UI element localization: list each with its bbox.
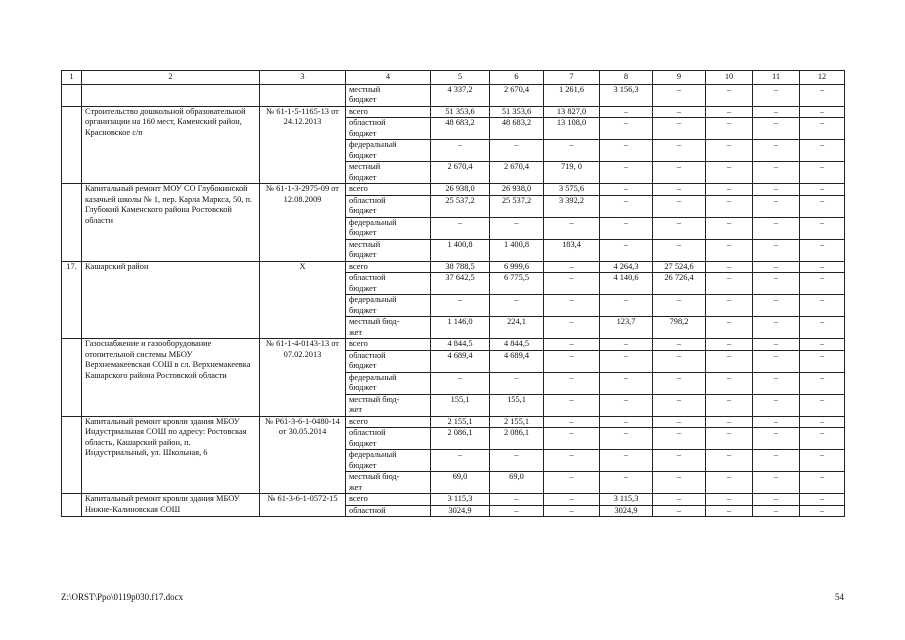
amount-cell: 38 788,5: [431, 261, 490, 273]
column-header: 7: [544, 71, 600, 85]
amount-cell: –: [600, 450, 653, 472]
column-header: 10: [706, 71, 753, 85]
amount-cell: 3 392,2: [544, 195, 600, 217]
amount-cell: –: [544, 261, 600, 273]
amount-cell: –: [490, 295, 544, 317]
amount-cell: –: [753, 217, 800, 239]
amount-cell: –: [600, 195, 653, 217]
amount-cell: 13 827,0: [544, 106, 600, 118]
amount-cell: –: [706, 505, 753, 517]
budget-type: местный бюд- жет: [346, 394, 431, 416]
amount-cell: –: [431, 450, 490, 472]
amount-cell: 6 999,6: [490, 261, 544, 273]
amount-cell: 26 938,0: [431, 184, 490, 196]
amount-cell: 13 108,0: [544, 118, 600, 140]
object-name: Капитальный ремонт МОУ СО Глубокинской казачьей школы № 1, пер. Карла Маркса, 50, п. Глубокий Каменского района Ростовской области: [82, 184, 260, 262]
amount-cell: –: [753, 416, 800, 428]
amount-cell: 2 670,4: [490, 162, 544, 184]
amount-cell: –: [800, 428, 845, 450]
amount-cell: –: [544, 505, 600, 517]
budget-type: федеральный бюджет: [346, 140, 431, 162]
amount-cell: –: [800, 118, 845, 140]
amount-cell: –: [753, 261, 800, 273]
amount-cell: –: [600, 394, 653, 416]
amount-cell: –: [544, 372, 600, 394]
amount-cell: –: [653, 339, 706, 351]
amount-cell: –: [706, 350, 753, 372]
amount-cell: –: [800, 273, 845, 295]
amount-cell: –: [653, 195, 706, 217]
amount-cell: 3 115,3: [431, 494, 490, 506]
amount-cell: 51 353,6: [431, 106, 490, 118]
amount-cell: –: [800, 184, 845, 196]
amount-cell: 4 689,4: [431, 350, 490, 372]
amount-cell: –: [706, 195, 753, 217]
amount-cell: –: [653, 184, 706, 196]
amount-cell: 48 683,2: [490, 118, 544, 140]
amount-cell: –: [800, 350, 845, 372]
budget-type: федеральный бюджет: [346, 372, 431, 394]
amount-cell: 4 140,6: [600, 273, 653, 295]
budget-type: федеральный бюджет: [346, 217, 431, 239]
amount-cell: –: [544, 394, 600, 416]
budget-type: местный бюд- жет: [346, 472, 431, 494]
amount-cell: –: [600, 140, 653, 162]
budget-type: местный бюджет: [346, 162, 431, 184]
amount-cell: –: [800, 140, 845, 162]
amount-cell: 3 575,6: [544, 184, 600, 196]
amount-cell: –: [753, 106, 800, 118]
column-header: 5: [431, 71, 490, 85]
amount-cell: 2 155,1: [431, 416, 490, 428]
budget-type: местный бюджет: [346, 84, 431, 106]
column-header: 2: [82, 71, 260, 85]
amount-cell: –: [600, 416, 653, 428]
amount-cell: –: [800, 450, 845, 472]
budget-type: всего: [346, 184, 431, 196]
amount-cell: 3024,9: [431, 505, 490, 517]
amount-cell: –: [800, 494, 845, 506]
amount-cell: 123,7: [600, 317, 653, 339]
column-header: 4: [346, 71, 431, 85]
budget-type: федеральный бюджет: [346, 450, 431, 472]
amount-cell: –: [706, 494, 753, 506]
amount-cell: –: [706, 472, 753, 494]
amount-cell: –: [431, 140, 490, 162]
header-row: [62, 71, 845, 85]
amount-cell: –: [706, 106, 753, 118]
amount-cell: –: [653, 295, 706, 317]
table-row: [62, 416, 845, 428]
amount-cell: –: [653, 472, 706, 494]
amount-cell: –: [753, 295, 800, 317]
budget-type: областной бюджет: [346, 195, 431, 217]
amount-cell: –: [706, 450, 753, 472]
amount-cell: –: [544, 317, 600, 339]
amount-cell: –: [753, 317, 800, 339]
amount-cell: –: [600, 239, 653, 261]
row-number: [62, 84, 82, 106]
page-number: 54: [835, 592, 844, 602]
amount-cell: 4 844,5: [490, 339, 544, 351]
amount-cell: –: [706, 184, 753, 196]
amount-cell: –: [600, 118, 653, 140]
amount-cell: 25 537,2: [431, 195, 490, 217]
amount-cell: –: [800, 295, 845, 317]
amount-cell: –: [706, 239, 753, 261]
amount-cell: –: [490, 450, 544, 472]
amount-cell: –: [800, 261, 845, 273]
amount-cell: –: [706, 118, 753, 140]
amount-cell: 69,0: [490, 472, 544, 494]
amount-cell: 37 642,5: [431, 273, 490, 295]
amount-cell: 51 353,6: [490, 106, 544, 118]
table-row: [62, 339, 845, 351]
budget-type: местный бюд- жет: [346, 317, 431, 339]
amount-cell: –: [706, 428, 753, 450]
row-number: [62, 339, 82, 417]
amount-cell: –: [490, 217, 544, 239]
amount-cell: –: [600, 372, 653, 394]
column-header: 9: [653, 71, 706, 85]
object-name: Строительство дошкольной образовательной организации на 160 мест, Каменский район, Красновское с/п: [82, 106, 260, 184]
amount-cell: –: [753, 472, 800, 494]
amount-cell: –: [800, 239, 845, 261]
amount-cell: –: [653, 239, 706, 261]
amount-cell: –: [653, 118, 706, 140]
row-number: 17.: [62, 261, 82, 339]
amount-cell: –: [653, 505, 706, 517]
amount-cell: –: [490, 140, 544, 162]
amount-cell: –: [753, 350, 800, 372]
amount-cell: –: [490, 372, 544, 394]
amount-cell: –: [653, 84, 706, 106]
budget-type: всего: [346, 106, 431, 118]
document-ref: Х: [260, 261, 346, 339]
amount-cell: 183,4: [544, 239, 600, 261]
budget-table: [61, 70, 845, 517]
amount-cell: –: [653, 106, 706, 118]
amount-cell: –: [544, 416, 600, 428]
amount-cell: –: [544, 494, 600, 506]
budget-type: всего: [346, 494, 431, 506]
amount-cell: 4 844,5: [431, 339, 490, 351]
object-name: Газоснабжение и газооборудование отопительной системы МБОУ Верхнемакеевская СОШ в сл. Верхнемакеевка Кашарского района Ростовской области: [82, 339, 260, 417]
amount-cell: –: [706, 140, 753, 162]
table-row: [62, 494, 845, 506]
budget-type: областной бюджет: [346, 428, 431, 450]
amount-cell: 48 683,2: [431, 118, 490, 140]
amount-cell: –: [800, 317, 845, 339]
amount-cell: 69,0: [431, 472, 490, 494]
amount-cell: –: [544, 140, 600, 162]
amount-cell: –: [753, 494, 800, 506]
amount-cell: –: [600, 295, 653, 317]
amount-cell: –: [706, 84, 753, 106]
amount-cell: 155,1: [431, 394, 490, 416]
amount-cell: –: [544, 350, 600, 372]
object-name: Капитальный ремонт кровли здания МБОУ Нижне-Калиновская СОШ: [82, 494, 260, 517]
amount-cell: –: [600, 472, 653, 494]
amount-cell: 3 115,3: [600, 494, 653, 506]
amount-cell: 1 146,0: [431, 317, 490, 339]
amount-cell: –: [800, 416, 845, 428]
amount-cell: –: [706, 372, 753, 394]
amount-cell: –: [753, 84, 800, 106]
budget-type: местный бюджет: [346, 239, 431, 261]
amount-cell: –: [753, 162, 800, 184]
amount-cell: –: [653, 217, 706, 239]
object-name: [82, 84, 260, 106]
amount-cell: –: [753, 450, 800, 472]
amount-cell: –: [600, 217, 653, 239]
amount-cell: 1 400,8: [431, 239, 490, 261]
amount-cell: –: [800, 217, 845, 239]
amount-cell: –: [753, 195, 800, 217]
amount-cell: –: [753, 140, 800, 162]
amount-cell: 2 155,1: [490, 416, 544, 428]
amount-cell: –: [753, 118, 800, 140]
budget-type: областной: [346, 505, 431, 517]
budget-type: всего: [346, 261, 431, 273]
amount-cell: –: [800, 162, 845, 184]
amount-cell: –: [753, 428, 800, 450]
object-name: Кашарский район: [82, 261, 260, 339]
row-number: [62, 494, 82, 517]
amount-cell: –: [653, 162, 706, 184]
amount-cell: –: [800, 339, 845, 351]
amount-cell: –: [706, 295, 753, 317]
amount-cell: 1 400,8: [490, 239, 544, 261]
budget-type: областной бюджет: [346, 350, 431, 372]
amount-cell: 6 775,5: [490, 273, 544, 295]
amount-cell: –: [706, 162, 753, 184]
amount-cell: 2 670,4: [431, 162, 490, 184]
file-path: Z:\ORST\Ppo\0119p030.f17.docx: [61, 592, 184, 602]
object-name: Капитальный ремонт кровли здания МБОУ Индустриальная СОШ по адресу: Ростовская область, Кашарский район, п. Индустриальный, ул. Школьная, 6: [82, 416, 260, 494]
amount-cell: –: [800, 472, 845, 494]
amount-cell: –: [490, 494, 544, 506]
table-row: [62, 84, 845, 106]
amount-cell: –: [600, 350, 653, 372]
amount-cell: 1 261,6: [544, 84, 600, 106]
amount-cell: –: [600, 428, 653, 450]
amount-cell: –: [653, 450, 706, 472]
amount-cell: –: [490, 505, 544, 517]
document-ref: № 61-3-6-1-0572-15: [260, 494, 346, 517]
amount-cell: 26 726,4: [653, 273, 706, 295]
amount-cell: 2 086,1: [490, 428, 544, 450]
document-ref: [260, 84, 346, 106]
table-row: [62, 106, 845, 118]
budget-type: областной бюджет: [346, 273, 431, 295]
column-header: 6: [490, 71, 544, 85]
document-ref: № 61-1-4-0143-13 от 07.02.2013: [260, 339, 346, 417]
document-ref: № Р61-3-6-1-0480-14 от 30.05.2014: [260, 416, 346, 494]
amount-cell: 27 524,6: [653, 261, 706, 273]
amount-cell: –: [544, 217, 600, 239]
budget-type: федеральный бюджет: [346, 295, 431, 317]
column-header: 8: [600, 71, 653, 85]
document-ref: № 61-1-5-1165-13 от 24.12.2013: [260, 106, 346, 184]
amount-cell: 224,1: [490, 317, 544, 339]
amount-cell: –: [653, 394, 706, 416]
row-number: [62, 106, 82, 184]
column-header: 11: [753, 71, 800, 85]
amount-cell: –: [706, 339, 753, 351]
amount-cell: –: [653, 350, 706, 372]
amount-cell: –: [653, 494, 706, 506]
amount-cell: –: [600, 106, 653, 118]
amount-cell: –: [753, 372, 800, 394]
amount-cell: –: [753, 273, 800, 295]
amount-cell: –: [800, 505, 845, 517]
budget-type: всего: [346, 416, 431, 428]
amount-cell: –: [753, 394, 800, 416]
amount-cell: –: [753, 184, 800, 196]
amount-cell: –: [800, 394, 845, 416]
amount-cell: 2 670,4: [490, 84, 544, 106]
amount-cell: –: [753, 505, 800, 517]
budget-type: всего: [346, 339, 431, 351]
amount-cell: –: [653, 372, 706, 394]
amount-cell: –: [431, 217, 490, 239]
amount-cell: –: [653, 428, 706, 450]
amount-cell: –: [431, 295, 490, 317]
amount-cell: –: [706, 217, 753, 239]
amount-cell: 25 537,2: [490, 195, 544, 217]
amount-cell: –: [600, 184, 653, 196]
amount-cell: –: [706, 416, 753, 428]
amount-cell: –: [800, 372, 845, 394]
amount-cell: 3 156,3: [600, 84, 653, 106]
amount-cell: –: [800, 195, 845, 217]
amount-cell: –: [706, 261, 753, 273]
amount-cell: –: [753, 339, 800, 351]
amount-cell: –: [544, 339, 600, 351]
amount-cell: 719, 0: [544, 162, 600, 184]
column-header: 1: [62, 71, 82, 85]
amount-cell: –: [653, 416, 706, 428]
column-header: 12: [800, 71, 845, 85]
table-row: [62, 261, 845, 273]
amount-cell: –: [544, 450, 600, 472]
column-header: 3: [260, 71, 346, 85]
amount-cell: –: [753, 239, 800, 261]
amount-cell: –: [706, 394, 753, 416]
amount-cell: 798,2: [653, 317, 706, 339]
amount-cell: 2 086,1: [431, 428, 490, 450]
document-ref: № 61-1-3-2975-09 от 12.08.2009: [260, 184, 346, 262]
amount-cell: –: [544, 273, 600, 295]
amount-cell: –: [544, 428, 600, 450]
budget-type: областной бюджет: [346, 118, 431, 140]
amount-cell: –: [800, 106, 845, 118]
amount-cell: 4 264,3: [600, 261, 653, 273]
amount-cell: –: [544, 295, 600, 317]
amount-cell: –: [653, 140, 706, 162]
amount-cell: –: [544, 472, 600, 494]
row-number: [62, 184, 82, 262]
row-number: [62, 416, 82, 494]
amount-cell: 4 337,2: [431, 84, 490, 106]
amount-cell: 3024,9: [600, 505, 653, 517]
amount-cell: –: [600, 339, 653, 351]
amount-cell: –: [706, 273, 753, 295]
amount-cell: 4 689,4: [490, 350, 544, 372]
amount-cell: –: [706, 317, 753, 339]
amount-cell: 26 938,0: [490, 184, 544, 196]
amount-cell: –: [600, 162, 653, 184]
amount-cell: 155,1: [490, 394, 544, 416]
amount-cell: –: [800, 84, 845, 106]
amount-cell: –: [431, 372, 490, 394]
table-row: [62, 184, 845, 196]
